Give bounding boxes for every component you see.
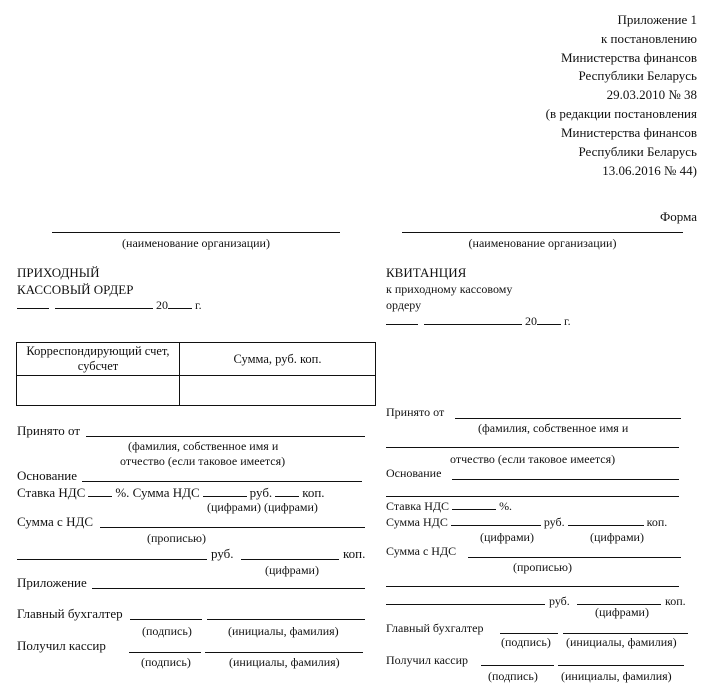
initials-caption: (инициалы, фамилия) [228,624,339,638]
signature-caption: (подпись) [142,624,192,638]
vat-rub-field[interactable] [451,514,541,526]
header-line: Республики Беларусь [578,144,697,159]
in-words-caption: (прописью) [147,531,207,545]
attachment-label: Приложение [17,575,87,590]
org-caption: (наименование организации) [122,236,270,250]
kop-label: коп. [665,594,686,608]
percent-label: %. [499,499,513,513]
header-line: Приложение 1 [617,12,697,27]
kop-label: коп. [646,515,668,529]
signature-caption: (подпись) [141,655,191,669]
name-caption: (фамилия, собственное имя и [478,421,629,435]
chief-initials-field[interactable] [207,619,365,620]
vat-sum-row [386,514,667,530]
vat-rate-row [386,498,512,514]
vat-rate-field[interactable] [452,498,496,510]
year-prefix: 20 [525,314,537,328]
received-from-field[interactable] [455,418,681,419]
name-caption: (фамилия, собственное имя и [128,439,279,453]
form-label: Форма [660,209,697,224]
header-line: (в редакции постановления [545,106,697,121]
sum-cell[interactable] [180,376,376,406]
header-line: Республики Беларусь [578,68,697,83]
vat-rate-field[interactable] [88,485,112,497]
header-line: Министерства финансов [560,50,697,65]
account-cell[interactable] [17,376,180,406]
header-line: Министерства финансов [560,125,697,140]
cashier-label: Получил кассир [386,653,468,667]
vat-rate-label: Ставка НДС [386,499,450,513]
received-from-label: Принято от [17,423,81,438]
receipt-subtitle: к приходному кассовому [386,282,513,296]
rub-label: руб. [543,515,565,529]
sum-with-vat-label: Сумма с НДС [17,514,94,529]
cashier-signature-field[interactable] [481,665,554,666]
vat-sum-label: %. Сумма НДС [115,485,200,500]
sum-with-vat-field[interactable] [100,527,365,528]
order-date [14,297,202,313]
digits-caption: (цифрами) [265,563,319,577]
header-line: 29.03.2010 № 38 [606,87,697,102]
digits-caption: (цифрами) [590,530,644,544]
signature-caption: (подпись) [488,669,538,683]
name-caption: отчество (если таковое имеется) [120,454,286,468]
initials-caption: (инициалы, фамилия) [566,635,677,649]
vat-rate-label: Ставка НДС [17,485,86,500]
table-header-sum: Сумма, руб. коп. [180,343,376,376]
cashier-initials-field[interactable] [205,652,363,653]
chief-signature-field[interactable] [500,633,558,634]
year-prefix: 20 [156,298,168,312]
basis-field[interactable] [82,481,362,482]
cashier-initials-field[interactable] [558,665,684,666]
vat-kop-field[interactable] [275,485,299,497]
initials-caption: (инициалы, фамилия) [229,655,340,669]
kop-label: коп. [302,485,325,500]
digits-caption: (цифрами) [480,530,534,544]
initials-caption: (инициалы, фамилия) [561,669,672,683]
in-words-caption: (прописью) [513,560,573,574]
kop-label: коп. [343,546,366,561]
org-name-line [402,232,683,233]
digits-caption: (цифрами) (цифрами) [207,500,318,514]
cashier-label: Получил кассир [17,638,106,653]
basis-field[interactable] [452,479,679,480]
basis-label: Основание [386,466,442,480]
name-caption: отчество (если таковое имеется) [450,452,616,466]
accounts-table [16,342,376,406]
rub-label: руб. [249,485,273,500]
signature-caption: (подпись) [501,635,551,649]
chief-accountant-label: Главный бухгалтер [17,606,123,621]
received-from-label: Принято от [386,405,445,419]
receipt-title: КВИТАНЦИЯ [386,265,467,280]
rub-label: руб. [549,594,570,608]
chief-accountant-label: Главный бухгалтер [386,621,484,635]
vat-sum-label: Сумма НДС [386,515,448,529]
table-header-account: Корреспондирующий счет, субсчет [17,343,180,376]
sum-with-vat-label: Сумма с НДС [386,544,457,558]
received-from-field-2[interactable] [386,447,679,448]
header-line: к постановлению [600,31,697,46]
vat-rub-field[interactable] [203,485,247,497]
received-from-field[interactable] [86,436,365,437]
order-title: КАССОВЫЙ ОРДЕР [17,282,134,297]
sum-rub-field[interactable] [17,559,207,560]
basis-label: Основание [17,468,78,483]
receipt-subtitle: ордеру [386,298,422,312]
org-name-line [52,232,340,233]
year-suffix: г. [564,314,571,328]
vat-row [17,485,325,500]
header-line: 13.06.2016 № 44) [602,163,697,178]
rub-label: руб. [211,546,234,561]
year-suffix: г. [195,298,202,312]
sum-with-vat-field[interactable] [468,557,681,558]
attachment-field[interactable] [92,588,365,589]
chief-signature-field[interactable] [130,619,202,620]
sum-kop-field[interactable] [241,559,339,560]
receipt-date [383,313,571,329]
digits-caption: (цифрами) [595,605,649,619]
sum-rub-field[interactable] [386,604,545,605]
org-caption: (наименование организации) [468,236,617,250]
chief-initials-field[interactable] [563,633,688,634]
vat-kop-field[interactable] [568,514,644,526]
basis-field-2[interactable] [386,496,679,497]
order-title: ПРИХОДНЫЙ [17,265,100,280]
sum-words-field-2[interactable] [386,586,679,587]
cashier-signature-field[interactable] [129,652,201,653]
